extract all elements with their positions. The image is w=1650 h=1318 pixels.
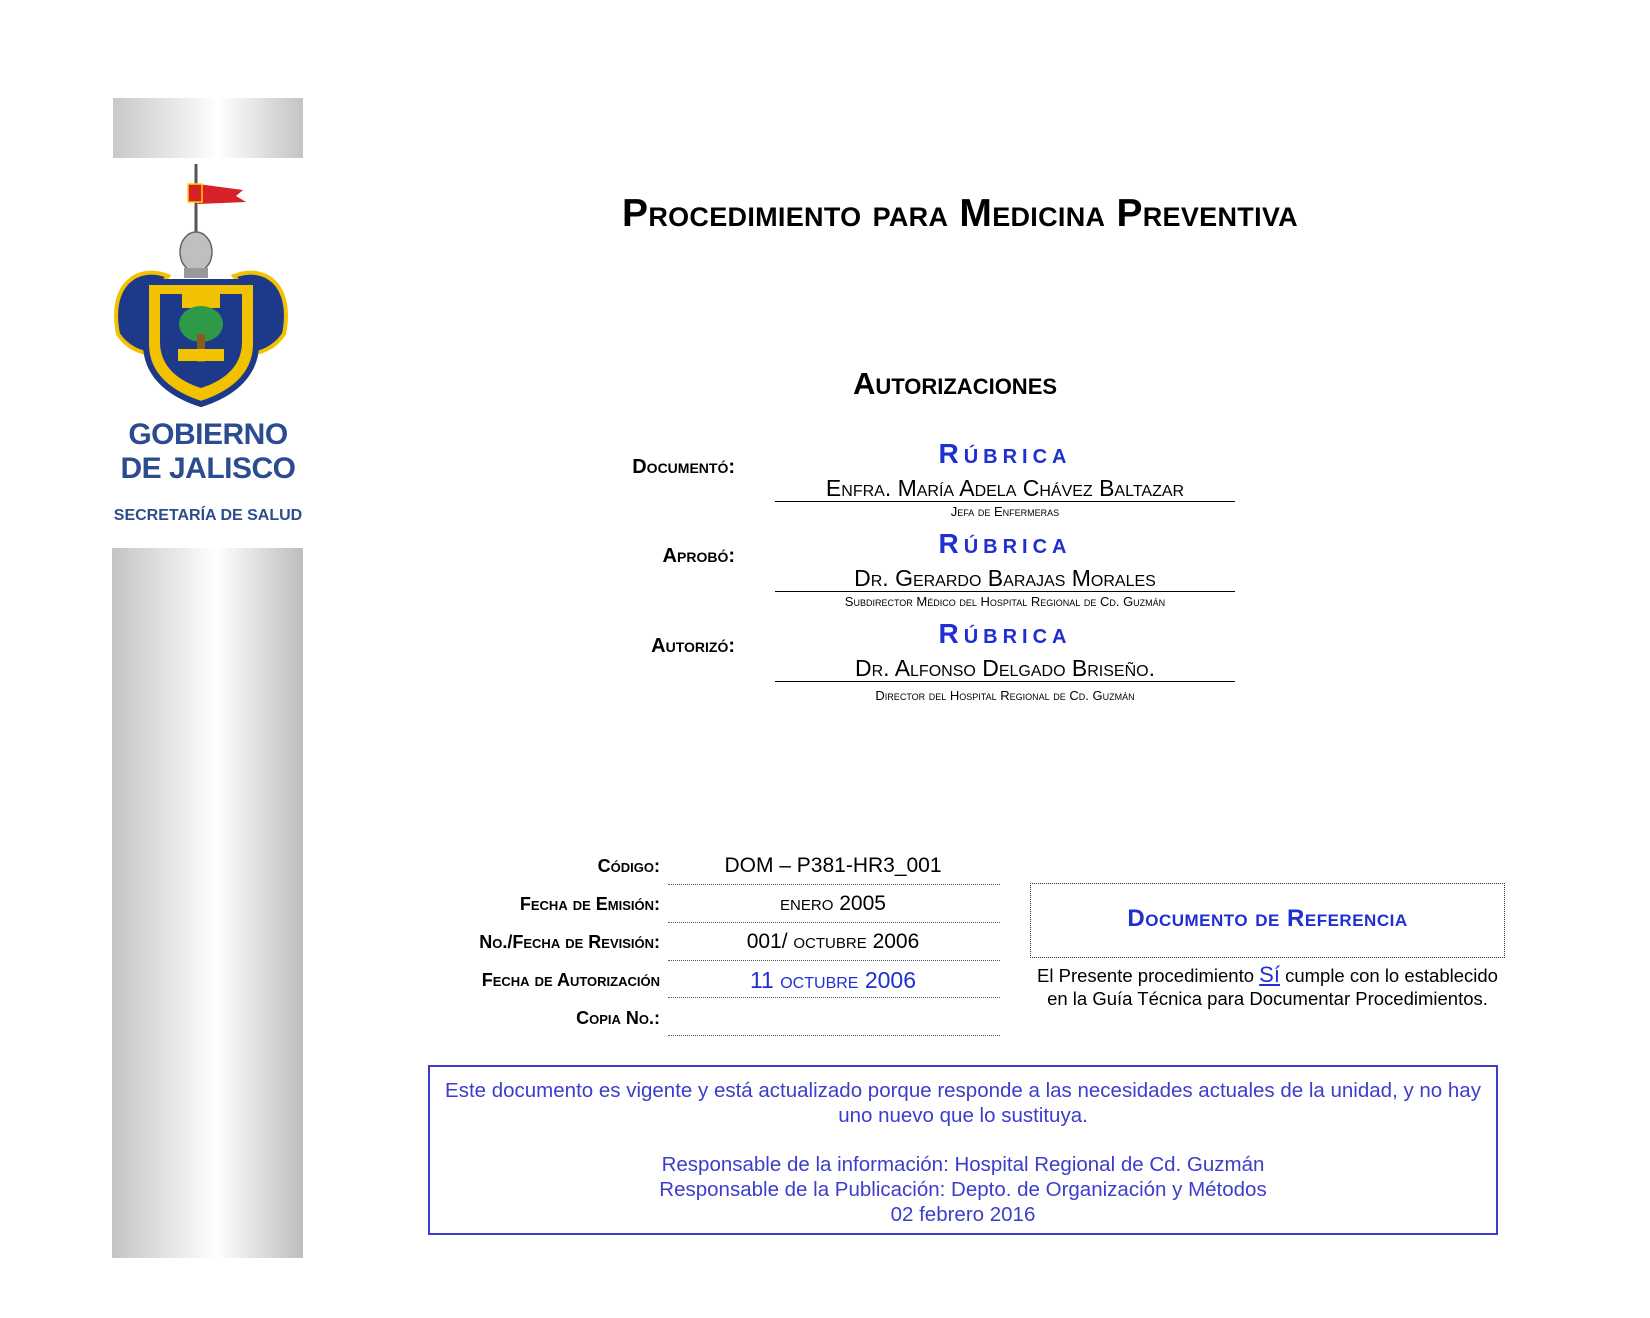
reference-text-before: El Presente procedimiento: [1037, 965, 1260, 986]
secretaria-label: SECRETARÍA DE SALUD: [113, 507, 303, 524]
signer-name: Enfra. María Adela Chávez Baltazar: [825, 475, 1185, 501]
emission-date-value: enero 2005: [780, 892, 886, 915]
authorizations-heading: Autorizaciones: [852, 366, 1058, 401]
signature-rubrica: Rúbrica: [938, 618, 1072, 649]
info-responsible: Responsable de la información: Hospital Regional de Cd. Guzmán: [661, 1153, 1265, 1176]
signer-position: Jefa de Enfermeras: [950, 504, 1060, 519]
row-divider: [668, 960, 1000, 961]
role-label: Documentó:: [632, 456, 735, 478]
revision-label: No./Fecha de Revisión:: [479, 932, 660, 952]
code-label: Código:: [597, 856, 660, 876]
revision-value: 001/ octubre 2006: [746, 930, 920, 953]
validity-statement: Este documento es vigente y está actualizado porque responde a las necesidades actuales de la unidad, y no hay uno nuevo que lo sustituya.: [445, 1079, 1481, 1127]
row-divider: [668, 884, 1000, 885]
signature-rubrica: Rúbrica: [938, 528, 1072, 559]
jalisco-coat-of-arms-icon: [108, 164, 294, 410]
copy-number-label: Copia No.:: [576, 1008, 660, 1028]
signature-line: [775, 501, 1235, 502]
signer-position: Director del Hospital Regional de Cd. Guzmán: [875, 688, 1135, 703]
signature-line: [775, 591, 1235, 592]
authorization-date-label: Fecha de Autorización: [481, 970, 660, 990]
row-divider: [668, 1035, 1000, 1036]
government-name: GOBIERNO DE JALISCO: [120, 418, 296, 485]
publication-date: 02 febrero 2016: [890, 1203, 1036, 1226]
emission-date-label: Fecha de Emisión:: [519, 894, 660, 914]
authorization-date-value: 11 octubre 2006: [749, 967, 917, 993]
sidebar-top-bar: [113, 98, 303, 158]
row-divider: [668, 922, 1000, 923]
role-label: Autorizó:: [651, 635, 735, 657]
reference-title: Documento de Referencia: [1127, 905, 1408, 932]
code-value: DOM – P381-HR3_001: [724, 854, 942, 877]
sidebar-main-bar: [112, 548, 303, 1258]
signer-name: Dr. Alfonso Delgado Briseño.: [855, 655, 1155, 681]
row-divider: [668, 997, 1000, 998]
role-label: Aprobó:: [662, 545, 735, 567]
reference-text: [1030, 963, 1505, 1010]
publication-responsible: Responsable de la Publicación: Depto. de Organización y Métodos: [659, 1178, 1267, 1201]
signer-position: Subdirector Médico del Hospital Regional de Cd. Guzmán: [844, 594, 1166, 609]
reference-text-after: cumple con lo establecido en la Guía Técnica para Documentar Procedimientos.: [1047, 965, 1498, 1009]
reference-answer: Sí: [1259, 962, 1280, 987]
signature-line: [775, 681, 1235, 682]
page-title: Procedimiento para Medicina Preventiva: [622, 192, 1298, 235]
signer-name: Dr. Gerardo Barajas Morales: [854, 565, 1156, 591]
signature-rubrica: Rúbrica: [938, 438, 1072, 469]
